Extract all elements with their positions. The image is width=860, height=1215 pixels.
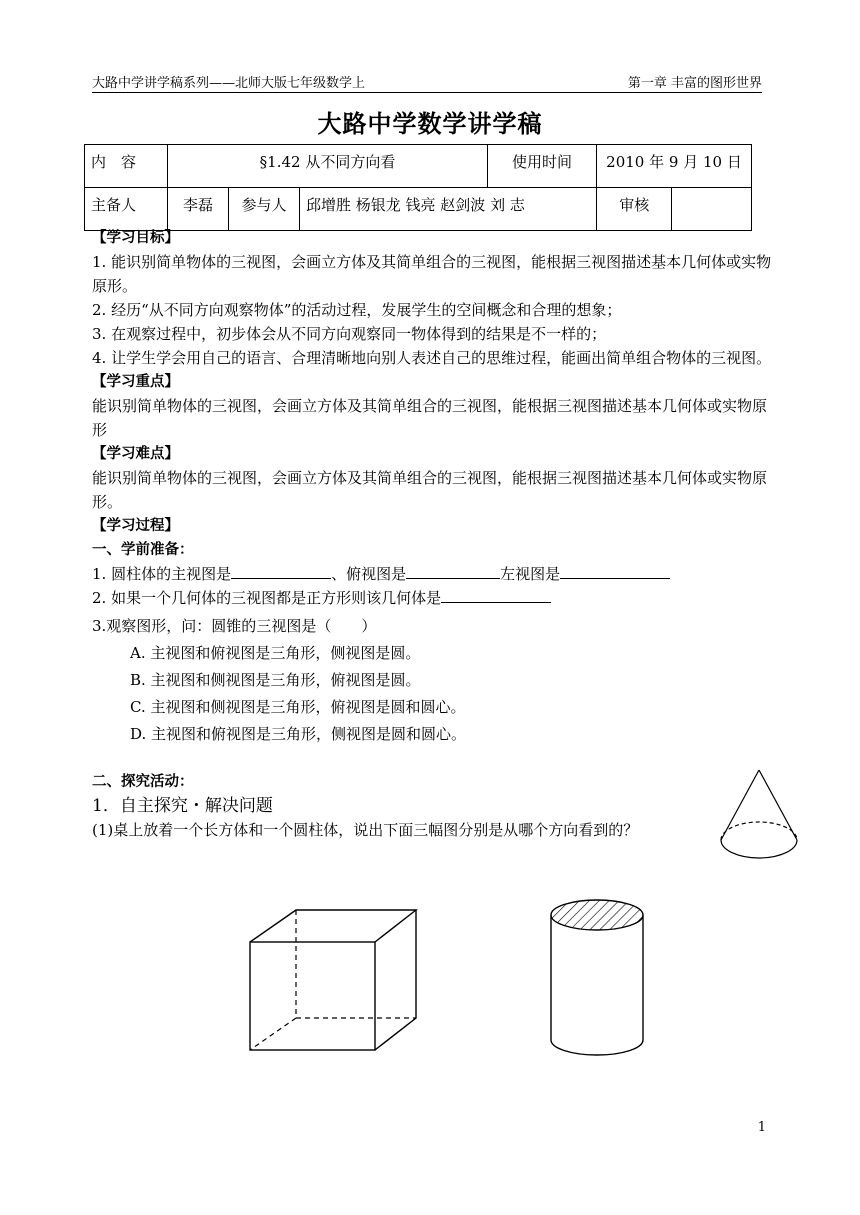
content-label: 内 容 [85,145,168,188]
goal-item-2: 2. 经历“从不同方向观察物体”的活动过程，发展学生的空间概念和合理的想象； [92,301,622,319]
author-label: 主备人 [85,188,168,231]
time-label: 使用时间 [488,145,597,188]
header-left: 大路中学讲学稿系列——北师大版七年级数学上 [92,76,366,91]
difficulties-heading: 【学习难点】 [92,446,179,462]
goal-item-3: 3. 在观察过程中，初步体会从不同方向观察同一物体得到的结果是不一样的； [92,325,607,343]
process-heading: 【学习过程】 [92,518,179,534]
q1-part-a: 1. 圆柱体的主视图是 [92,565,232,583]
review-label: 审核 [597,188,672,231]
prep-heading: 一、学前准备： [92,542,194,558]
q2-blank[interactable] [441,586,551,603]
cylinder-figure [545,895,655,1065]
q1-blank-3[interactable] [560,562,670,579]
page-number: 1 [757,1120,766,1135]
difficulties-text: 能识别简单物体的三视图，会画立方体及其简单组合的三视图，能根据三视图描述基本几何体或实物原形。 [92,469,768,511]
q1-blank-1[interactable] [231,562,331,579]
option-c: C. 主视图和侧视图是三角形，俯视图是圆和圆心。 [130,698,466,716]
option-b: B. 主视图和侧视图是三角形，俯视图是圆。 [130,671,421,689]
explore-heading: 二、探究活动： [92,774,194,790]
cone-figure [715,765,805,865]
key-points-heading: 【学习重点】 [92,374,179,390]
key-points-text: 能识别简单物体的三视图，会画立方体及其简单组合的三视图，能根据三视图描述基本几何体或实物原形 [92,397,768,439]
author-value: 李磊 [168,188,229,231]
running-header [92,70,762,93]
q1-part-c: 左视图是 [500,565,561,583]
sub-heading: 1．自主探究・解决问题 [92,796,273,816]
page-title: 大路中学数学讲学稿 [317,110,543,138]
info-table [84,144,752,231]
q2-text: 2. 如果一个几何体的三视图都是正方形则该几何体是 [92,589,442,607]
goal-item-4: 4. 让学生学会用自己的语言、合理清晰地向别人表述自己的思维过程，能画出简单组合物体的三视图。 [92,349,772,367]
option-d: D. 主视图和俯视图是三角形，侧视图是圆和圆心。 [130,725,467,743]
content-value: §1.42 从不同方向看 [168,145,488,188]
q1-part-b: 、俯视图是 [331,565,407,583]
goal-item-1: 1. 能识别简单物体的三视图，会画立方体及其简单组合的三视图，能根据三视图描述基本几何体或实物原形。 [92,253,772,295]
time-value: 2010 年 9 月 10 日 [597,145,752,188]
task-text: (1)桌上放着一个长方体和一个圆柱体，说出下面三幅图分别是从哪个方向看到的？ [92,821,639,839]
goals-heading: 【学习目标】 [92,230,179,246]
header-right: 第一章 丰富的图形世界 [627,76,762,91]
review-value [672,188,752,231]
cuboid-figure [240,900,430,1060]
main-content [92,226,772,842]
participants-label: 参与人 [229,188,300,231]
question-2 [92,586,772,610]
q1-blank-2[interactable] [406,562,500,579]
participants-value: 邱增胜 杨银龙 钱亮 赵剑波 刘 志 [300,188,597,231]
option-a: A. 主视图和俯视图是三角形，侧视图是圆。 [130,644,421,662]
question-1 [92,562,772,586]
question-3: 3.观察图形，问：圆锥的三视图是（ ） [92,617,377,635]
